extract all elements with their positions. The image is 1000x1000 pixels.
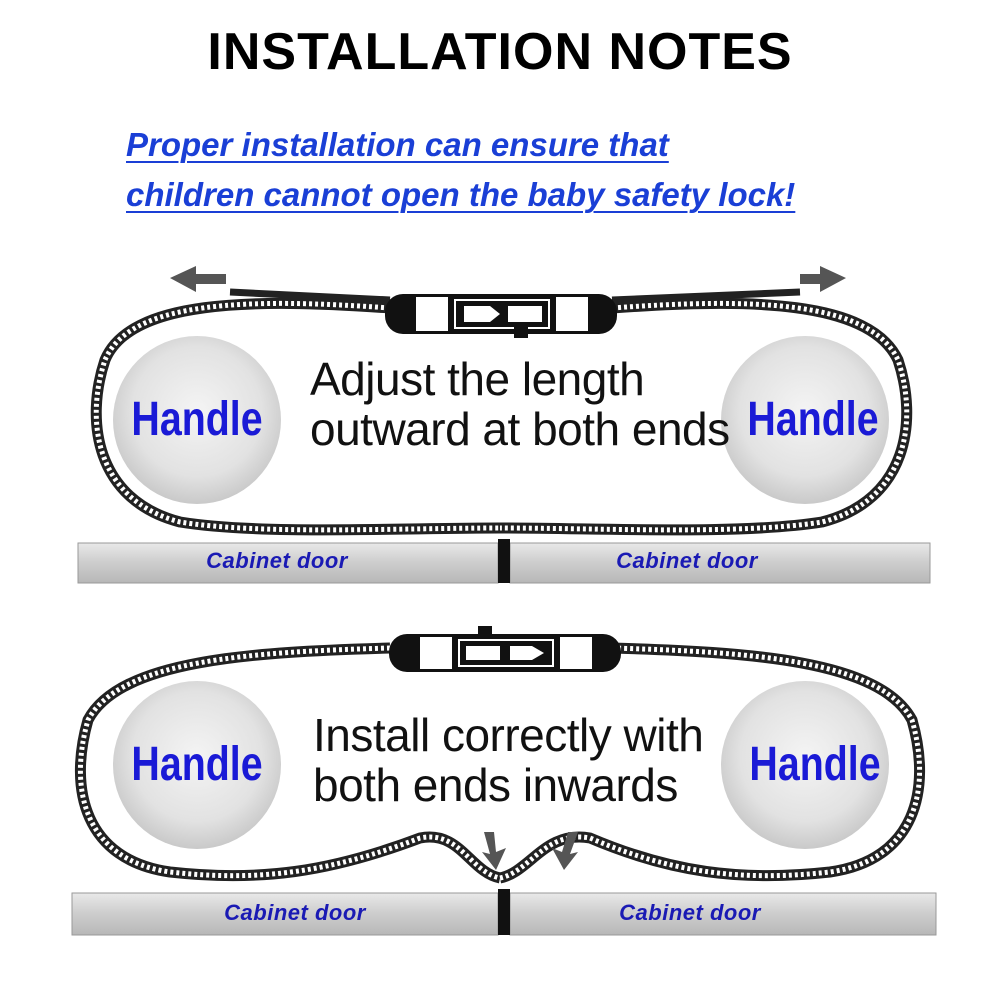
handle-label-right: Handle	[749, 738, 881, 791]
door-label-left: Cabinet door	[206, 548, 348, 573]
instruction-bottom-line-2: both ends inwards	[313, 759, 678, 811]
door-label-right: Cabinet door	[616, 548, 758, 573]
instruction-top	[310, 354, 730, 454]
instruction-bottom-line-1: Install correctly with	[313, 709, 704, 761]
instruction-top-line-2: outward at both ends	[310, 403, 730, 455]
left-arrow-icon	[170, 266, 226, 292]
lock-buckle-icon	[385, 294, 617, 338]
handle-label-left: Handle	[131, 393, 263, 446]
handle-label-right: Handle	[747, 393, 879, 446]
lock-buckle-icon	[389, 626, 621, 672]
subtitle-line-1: Proper installation can ensure that	[126, 126, 669, 163]
door-label-left: Cabinet door	[224, 900, 366, 925]
door-label-right: Cabinet door	[619, 900, 761, 925]
subtitle-line-2: children cannot open the baby safety lock!	[126, 176, 796, 213]
right-arrow-icon	[800, 266, 846, 292]
page-title: INSTALLATION NOTES	[207, 23, 793, 81]
instruction-top-line-1: Adjust the length	[310, 353, 645, 405]
down-arrow-icon	[482, 832, 506, 870]
instruction-bottom	[313, 710, 703, 810]
handle-label-left: Handle	[131, 738, 263, 791]
